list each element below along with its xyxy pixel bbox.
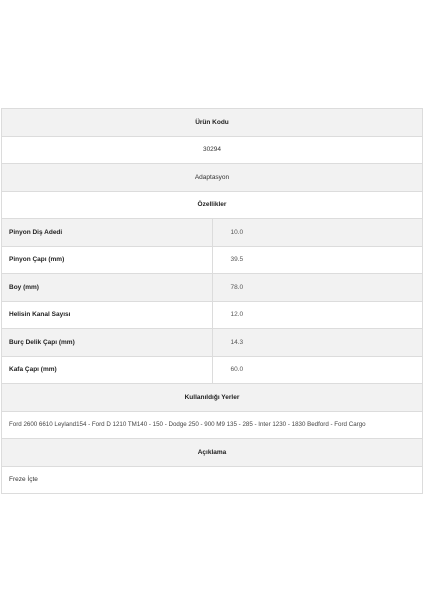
feature-row [2,301,423,329]
spec-sheet [1,108,423,494]
feature-value: 10.0 [212,219,423,247]
features-header: Özellikler [2,191,423,219]
feature-row [2,219,423,247]
feature-label: Pinyon Diş Adedi [2,219,213,247]
usage-text: Ford 2600 6610 Leyland154 - Ford D 1210 TM140 - 150 - Dodge 250 - 900 M9 135 - 285 - Inter 1230 - 1830 Bedford - Ford Cargo [2,411,423,439]
spec-table [1,108,423,494]
feature-row [2,329,423,357]
feature-label: Kafa Çapı (mm) [2,356,213,384]
feature-label: Boy (mm) [2,274,213,302]
feature-row [2,274,423,302]
description-header: Açıklama [2,439,423,467]
product-code-row [2,136,423,164]
usage-header-row [2,384,423,412]
usage-header: Kullanıldığı Yerler [2,384,423,412]
product-code-value: 30294 [2,136,423,164]
description-text: Freze İçte [2,466,423,494]
product-type-value: Adaptasyon [2,164,423,192]
feature-value: 60.0 [212,356,423,384]
product-code-header: Ürün Kodu [2,109,423,137]
usage-row [2,411,423,439]
product-code-header-row [2,109,423,137]
feature-label: Pinyon Çapı (mm) [2,246,213,274]
feature-label: Burç Delik Çapı (mm) [2,329,213,357]
description-header-row [2,439,423,467]
feature-value: 39.5 [212,246,423,274]
feature-value: 14.3 [212,329,423,357]
feature-row [2,246,423,274]
feature-label: Helisin Kanal Sayısı [2,301,213,329]
feature-row [2,356,423,384]
feature-value: 78.0 [212,274,423,302]
product-type-row [2,164,423,192]
features-header-row [2,191,423,219]
description-row [2,466,423,494]
feature-value: 12.0 [212,301,423,329]
